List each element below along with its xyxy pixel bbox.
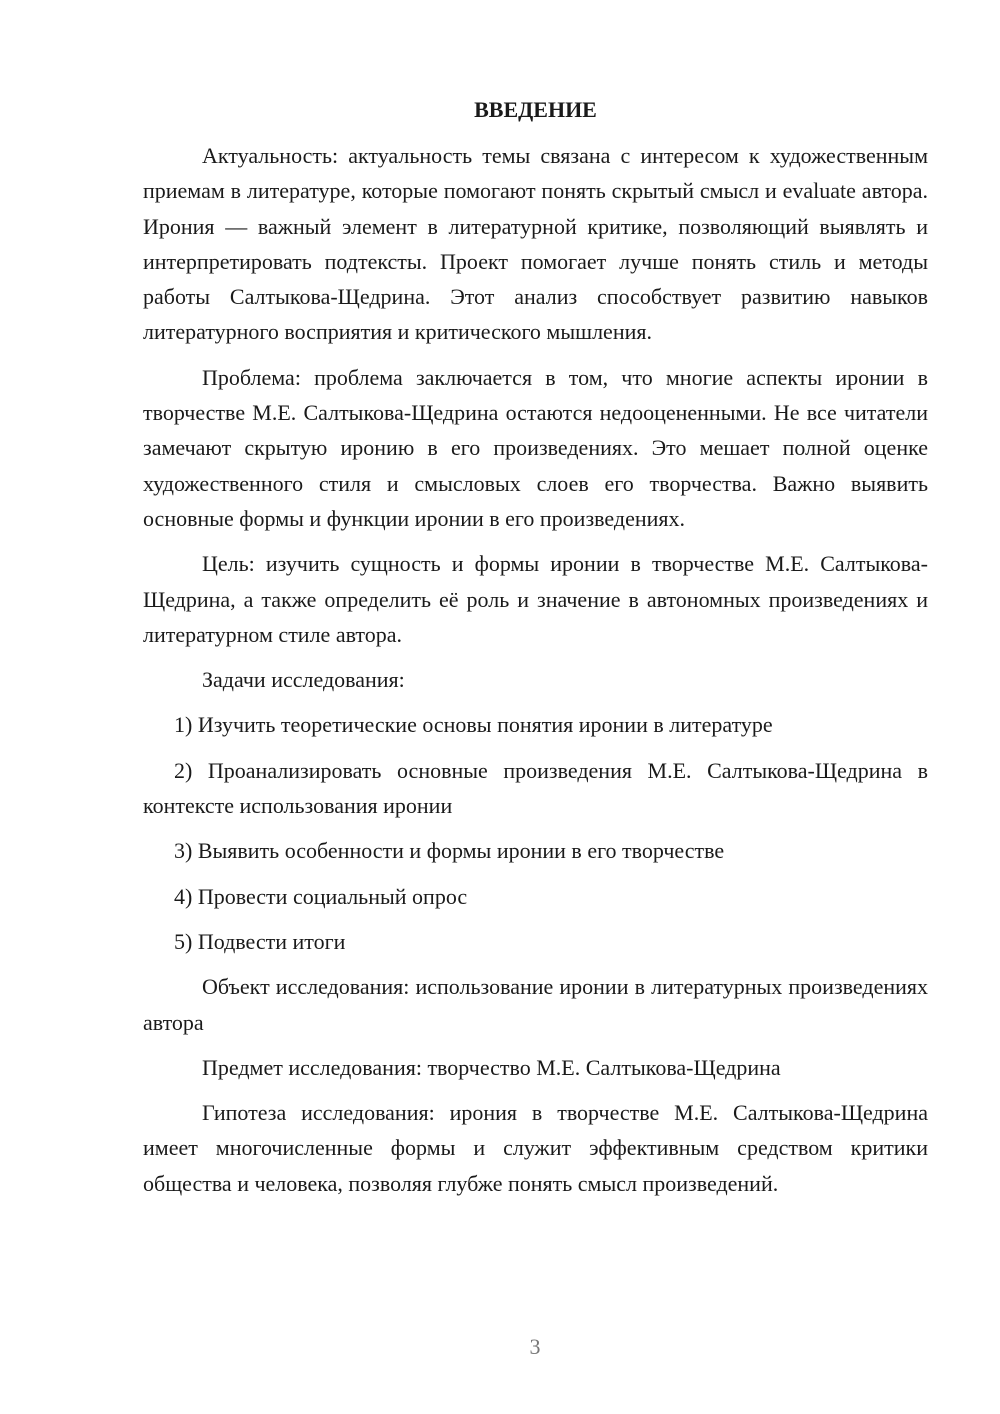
hypothesis-paragraph: Гипотеза исследования: ирония в творчестве М.Е. Салтыкова-Щедрина имеет многочисленные формы и служит эффективным средством критики общества и человека, позволяя глубже понять смысл произведений. [143, 1100, 928, 1196]
task-item-5: 5) Подвести итоги [174, 928, 346, 954]
task-item-4: 4) Провести социальный опрос [174, 883, 468, 909]
problem-paragraph: Проблема: проблема заключается в том, что многие аспекты иронии в творчестве М.Е. Салтыкова-Щедрина остаются недооцененными. Не все читатели замечают скрытую иронию в его произведениях. Это мешает полной оценке художественного стиля и смысловых слоев его творчества. Важно выявить основные формы и функции иронии в его произведениях. [143, 364, 928, 531]
goal-paragraph: Цель: изучить сущность и формы иронии в творчестве М.Е. Салтыкова-Щедрина, а также определить её роль и значение в автономных произведениях и литературном стиле автора. [143, 551, 928, 647]
section-heading: ВВЕДЕНИЕ [474, 97, 597, 122]
tasks-title: Задачи исследования: [202, 667, 405, 693]
task-item-1: 1) Изучить теоретические основы понятия иронии в литературе [174, 712, 773, 738]
page-number: 3 [529, 1334, 541, 1359]
relevance-paragraph: Актуальность: актуальность темы связана с интересом к художественным приемам в литературе, которые помогают понять скрытый смысл и evaluate автора. Ирония — важный элемент в литературной критике, позволяющий выявлять и интерпретировать подтексты. Проект помогает лучше понять стиль и методы работы Салтыкова-Щедрина. Этот анализ способствует развитию навыков литературного восприятия и критического мышления. [143, 143, 928, 345]
object-paragraph: Объект исследования: использование иронии в литературных произведениях автора [143, 974, 928, 1035]
task-item-3: 3) Выявить особенности и формы иронии в его творчестве [174, 838, 725, 864]
task-item-2: 2) Проанализировать основные произведения М.Е. Салтыкова-Щедрина в контексте использования иронии [143, 757, 928, 819]
subject-paragraph: Предмет исследования: творчество М.Е. Салтыкова-Щедрина [202, 1054, 781, 1080]
document-page [143, 92, 928, 1211]
